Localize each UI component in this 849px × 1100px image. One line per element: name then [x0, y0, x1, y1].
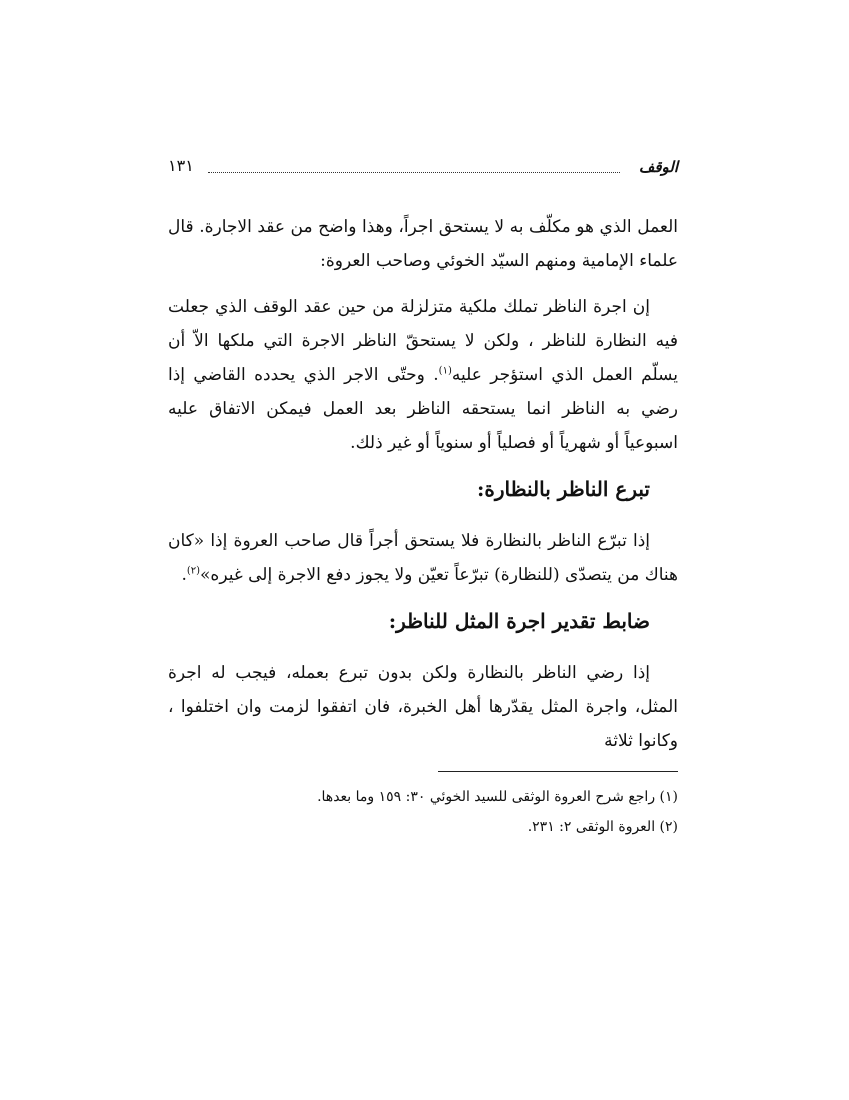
page-header	[168, 156, 678, 186]
paragraph-3-part-b: .	[181, 565, 187, 585]
footnote-2: (٢) العروة الوثقى ٢: ٢٣١.	[527, 819, 678, 835]
paragraph-2-part-b: . وحتّى الاجر الذي يحدده القاضي إذا رضي به الناظر انما يستحقه الناظر بعد العمل فيمكن الاتفاق عليه اسبوعياً أو شهرياً أو فصلياً أو سنوياً أو غير ذلك.	[168, 365, 678, 453]
paragraph-2	[168, 290, 678, 460]
running-title: الوقف	[638, 158, 678, 176]
paragraph-4: إذا رضي الناظر بالنظارة ولكن بدون تبرع بعمله، فيجب له اجرة المثل، واجرة المثل يقدّرها أهل الخبرة، فان اتفقوا لزمت وان اختلفوا ، وكانوا ثلاثة	[168, 663, 678, 751]
paragraph-3-part-a: إذا تبرّع الناظر بالنظارة فلا يستحق أجراً قال صاحب العروة إذا «كان هناك من يتصدّى (للنظارة) تبرّعاً تعيّن ولا يجوز دفع الاجرة إلى غيره»	[168, 531, 678, 585]
footnote-1: (١) راجع شرح العروة الوثقى للسيد الخوئي ٣٠: ١٥٩ وما بعدها.	[317, 789, 678, 805]
footnote-ref-2: (٢)	[186, 565, 201, 577]
footnotes	[168, 782, 678, 842]
paragraph-1: العمل الذي هو مكلّف به لا يستحق اجراً، وهذا واضح من عقد الاجارة. قال علماء الإمامية ومنهم السيّد الخوئي وصاحب العروة:	[168, 217, 678, 271]
footnote-separator	[438, 771, 678, 772]
paragraph-3	[168, 524, 678, 592]
main-text	[168, 210, 678, 770]
section-heading-volunteer: تبرع الناظر بالنظارة:	[476, 477, 650, 501]
section-heading-wage-standard: ضابط تقدير اجرة المثل للناظر:	[388, 609, 650, 633]
page-number: ١٣١	[168, 156, 194, 175]
footnote-ref-1: (١)	[438, 365, 452, 377]
header-dot-leader	[208, 172, 620, 173]
paragraph-2-part-a: إن اجرة الناظر تملك ملكية متزلزلة من حين عقد الوقف الذي جعلت فيه النظارة للناظر ، ولكن لا يستحقّ الناظر الاجرة التي ملكها الاّ أن يسلّم العمل الذي استؤجر عليه	[168, 297, 678, 385]
